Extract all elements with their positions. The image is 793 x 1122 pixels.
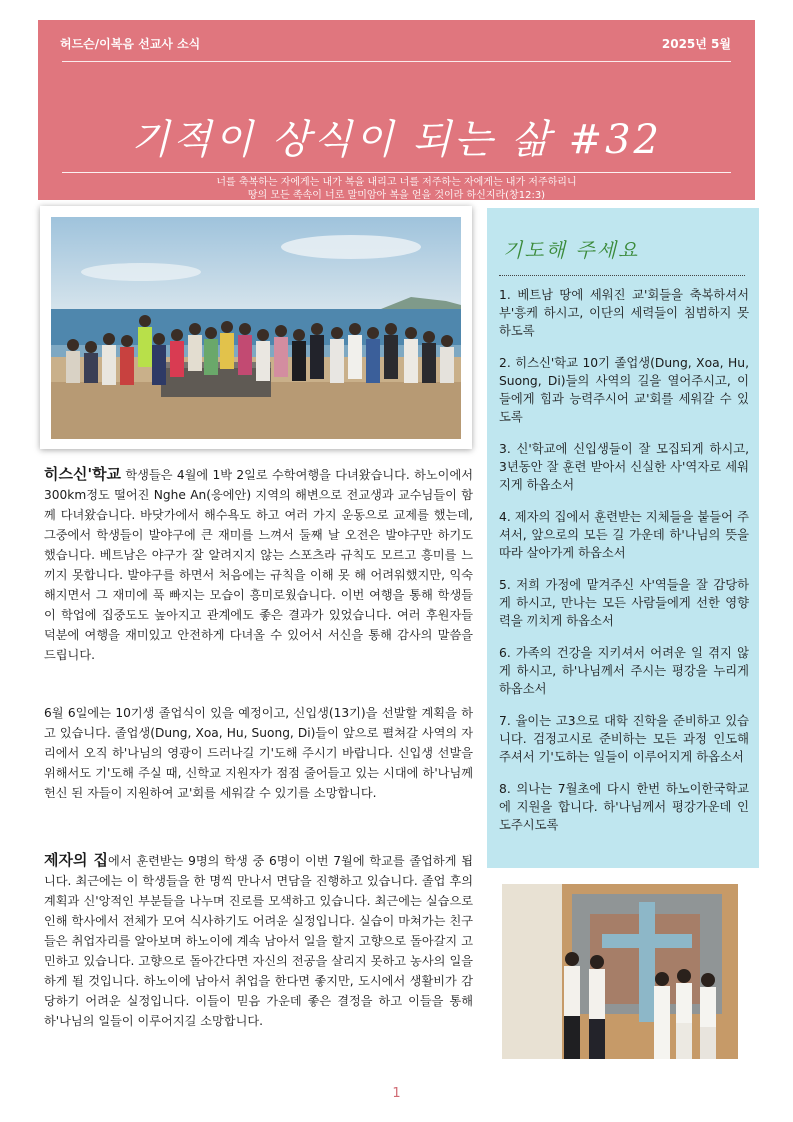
prayer-item: 7. 율이는 고3으로 대학 진학을 준비하고 있습니다. 검정고시로 준비하는 모든 과정 인도해 주셔서 기'도하는 일들이 이루어지게 하옵소서 (499, 714, 749, 764)
newsletter-title: 기적이 상식이 되는 삶 #32 (130, 117, 663, 163)
disciple-house-heading: 제자의 집 (44, 851, 109, 869)
beach-group-photo (51, 217, 461, 439)
prayer-title: 기도해 주세요 (503, 238, 640, 262)
verse-line-2: 땅의 모든 족속이 너로 말미암아 복을 얻을 것이라 하신지라(창12:3) (247, 190, 546, 201)
prayer-item: 3. 신'학교에 신입생들이 잘 모집되게 하시고, 3년동안 잘 훈련 받아서 신실한 사'역자로 세워지게 하옵소서 (499, 442, 749, 492)
prayer-item: 5. 저희 가정에 맡겨주신 사'역들을 잘 감당하게 하시고, 만나는 모든 사람들에게 선한 영향력을 끼치게 하옵소서 (499, 578, 749, 628)
group-photo-frame (40, 206, 472, 449)
prayer-title-divider (499, 275, 745, 276)
issue-date: 2025년 5월 (661, 37, 731, 51)
beach-group-illustration (51, 217, 461, 439)
prayer-list (499, 286, 749, 848)
graduation-text: 6월 6일에는 10기생 졸업식이 있을 예정이고, 신입생(13기)을 선발할 계획을 하고 있습니다. 졸업생(Dung, Xoa, Hu, Suong, Di)들이 앞으로 펼쳐갈 사역의 자리에서 오직 하'나님의 영광이 드러나길 기'도해 주시기 바랍니다. 신입생 선발을 위해서도 기'도해 주실 때, 신학교 지원자가 점점 줄어들고 있는 시대에 하'나님께 헌신 된 자들이 지원하여 교'회를 세워갈 수 있기를 소망합니다. (44, 706, 473, 800)
title-divider (62, 172, 731, 173)
graduation-article (44, 703, 473, 803)
disciple-house-article (44, 850, 473, 1031)
prayer-requests-box (487, 208, 759, 868)
prayer-item: 8. 의나는 7월초에 다시 한번 하노이한국학교에 지원을 합니다. 하'나님께서 평강가운데 인도주시도록 (499, 782, 749, 832)
disciple-house-text: 에서 훈련받는 9명의 학생 중 6명이 이번 7월에 학교를 졸업하게 됩니다. 최근에는 이 학생들을 한 명씩 만나서 면담을 진행하고 있습니다. 졸업 후의 계획과 신'앙적인 부분들을 나누며 진로를 모색하고 있습니다. 최근에는 실습으로 인해 학사에서 전체가 모여 식사하기도 어려운 실정입니다. 실습이 마쳐가는 친구들은 취업자리를 알아보며 하노이에 계속 남아서 일을 할지 고향으로 돌아갈지 고민하고 있습니다. 고향으로 돌아간다면 자신의 전공을 살리지 못하고 농사의 일을 하게 될 것입니다. 하노이에 남아서 취업을 한다면 좋지만, 도시에서 생활비가 감당하기 어려운 실정입니다. 이들이 믿음 가운데 좋은 결정을 하고 이들을 통해 하'나님의 일들이 이루어지길 소망합니다. (44, 854, 473, 1028)
bible-verse (38, 176, 755, 202)
seminary-trip-text: 학생들은 4월에 1박 2일로 수학여행을 다녀왔습니다. 하노이에서 300km정도 떨어진 Nghe An(응에안) 지역의 해변으로 전교생과 교수님들이 함께 다녀왔습니다. 바닷가에서 해수욕도 하고 여러 가지 운동으로 교제를 했는데, 그중에서 학생들이 발야구에 큰 재미를 느껴서 둘째 날 오전은 발야구만 하기도 했습니다. 베트남은 야구가 잘 알려지지 않는 스포츠라 규칙도 모르고 흥미를 느끼지 못합니다. 발야구를 하면서 처음에는 규칙을 이해 못 해 어려워했지만, 익숙해지면서 그 재미에 푹 빠지는 모습이 흥미로웠습니다. 이번 여행을 통해 학생들이 학업에 집중도도 높아지고 관계에도 좋은 결과가 있었습니다. 여러 후원자들 덕분에 여행을 재미있고 안전하게 다녀올 수 있어서 서신을 통해 감사의 말씀을 드립니다. (44, 468, 473, 662)
verse-line-1: 너를 축복하는 자에게는 내가 복을 내리고 너를 저주하는 자에게는 내가 저주하리니 (216, 177, 577, 188)
graduates-illustration (502, 884, 738, 1059)
seminary-trip-article (44, 464, 473, 665)
prayer-item: 6. 가족의 건강을 지키셔서 어려운 일 겪지 않게 하시고, 하'나님께서 주시는 평강을 누리게 하옵소서 (499, 646, 749, 696)
page-number: 1 (392, 1086, 401, 1101)
header-banner (38, 20, 755, 200)
organization-name: 허드슨/이복음 선교사 소식 (60, 37, 201, 51)
prayer-item: 2. 히스신'학교 10기 졸업생(Dung, Xoa, Hu, Suong, Di)들의 사역의 길을 열어주시고, 이들에게 힘과 능력주시어 교'회를 세워갈 수 있도록 (499, 356, 749, 424)
prayer-item: 1. 베트남 땅에 세워진 교'회들을 축복하셔서 부'흥케 하시고, 이단의 세력들이 침범하지 못하도록 (499, 288, 749, 338)
header-divider (62, 61, 731, 62)
prayer-item: 4. 제자의 집에서 훈련받는 지체들을 붙들어 주셔서, 앞으로의 모든 길 가운데 하'나님의 뜻을 따라 살아가게 하옵소서 (499, 510, 749, 560)
seminary-heading: 히스신'학교 (44, 465, 122, 483)
graduates-photo (502, 884, 738, 1059)
